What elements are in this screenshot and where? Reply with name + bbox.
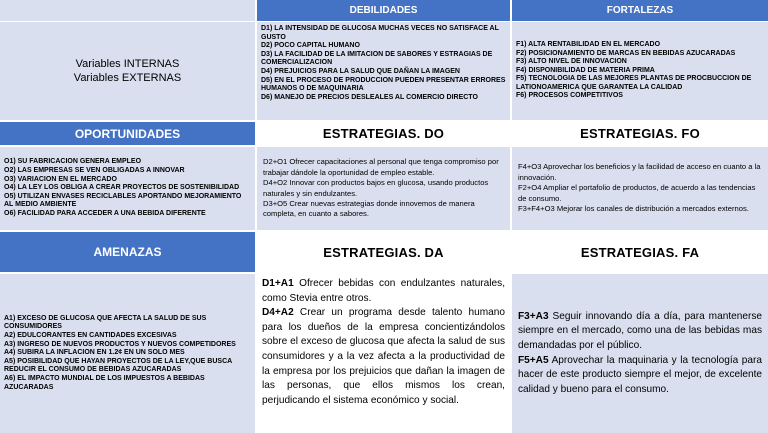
estrategia-da-item-text: Crear un programa desde talento humano para los dueños de la empresa concientizándolos sobre el exceso de glucosa que afecta la salud de sus consumidores y a la vez afecta a la productividad de la empresa por los prejuicios que dañan la imagen de las personas, que ellos mismos los crean, perjudicando el sistema económico y social.: [262, 307, 505, 406]
estrategia-do-item: D3+O5 Crear nuevas estrategias donde innovemos de manera completa, en cuanto a sabores.: [263, 198, 475, 219]
amenazas-list-cell: [0, 274, 255, 433]
estrategias-do-title: ESTRATEGIAS. DO: [257, 122, 510, 145]
estrategia-da-item-code: D4+A2: [262, 307, 294, 319]
debilidad-item: D1) LA INTENSIDAD DE GLUCOSA MUCHAS VECES NO SATISFACE AL GUSTO: [261, 25, 499, 41]
estrategias-da-list: [262, 277, 505, 408]
debilidad-item: D4) PREJUICIOS PARA LA SALUD QUE DAÑAN LA IMAGEN: [261, 67, 460, 75]
estrategias-da-cell: [257, 274, 510, 433]
amenaza-item: A6) EL IMPACTO MUNDIAL DE LOS IMPUESTOS A BEBIDAS AZUCARADAS: [4, 374, 205, 391]
estrategia-da-item: [262, 277, 505, 306]
estrategia-fa-item-code: F3+A3: [518, 310, 549, 322]
amenaza-item: A1) EXCESO DE GLUCOSA QUE AFECTA LA SALUD DE SUS CONSUMIDORES: [4, 314, 207, 331]
estrategia-fa-item-text: Aprovechar la maquinaria y la tecnología para hacer de este producto siempre el mejor, de excelente calidad y bueno para el consumo.: [518, 354, 762, 395]
estrategias-fo-list: [518, 162, 762, 214]
oportunidad-item: O1) SU FABRICACION GENERA EMPLEO: [4, 158, 142, 166]
oportunidad-item: O3) VARIACION EN EL MERCADO: [4, 175, 117, 183]
estrategias-do-cell: [257, 147, 510, 230]
oportunidades-list: [4, 158, 251, 218]
estrategia-fa-item: [518, 354, 762, 398]
debilidades-list: [261, 25, 506, 102]
debilidad-item: D6) MANEJO DE PRECIOS DESLEALES AL COMERCIO DIRECTO: [261, 93, 478, 101]
estrategias-fo-cell: [512, 147, 768, 230]
fortaleza-item: F2) POSICIONAMIENTO DE MARCAS EN BEBIDAS AZUCARADAS: [516, 49, 736, 57]
debilidad-item: D2) POCO CAPITAL HUMANO: [261, 42, 360, 50]
estrategia-do-item: D2+O1 Ofrecer capacitaciones al personal que tenga compromiso por trabajar dándole la oportunidad de empleo estable.: [263, 157, 499, 177]
amenaza-item: A3) INGRESO DE NUEVOS PRODUCTOS Y NUEVOS COMPETIDORES: [4, 340, 236, 348]
debilidades-list-cell: [257, 22, 510, 120]
fortaleza-item: F5) TECNOLOGIA DE LAS MEJORES PLANTAS DE PROCBUCCION DE LATIONOAMERICA QUE GARANTEA LA CALIDAD: [516, 75, 752, 91]
variables-cell: [0, 22, 255, 120]
estrategia-fo-item: F2+O4 Ampliar el portafolio de productos, de acuerdo a las tendencias de consumo.: [518, 183, 756, 203]
debilidades-header: DEBILIDADES: [257, 0, 510, 21]
oportunidad-item: O4) LA LEY LOS OBLIGA A CREAR PROYECTOS DE SOSTENIBILIDAD: [4, 184, 240, 192]
estrategia-da-item: [262, 306, 505, 408]
debilidad-item: D5) EN EL PROCESO DE PRODUCCION PUEDEN PRESENTAR ERRORES HUMANOS O DE MAQUINARIA: [261, 76, 506, 93]
estrategia-fa-item-code: F5+A5: [518, 354, 549, 366]
amenaza-item: A4) SUBIRA LA INFLACION EN 1.2¢ EN UN SOLO MES: [4, 349, 185, 357]
fortaleza-item: F1) ALTA RENTABILIDAD EN EL MERCADO: [516, 40, 661, 48]
amenaza-item: A5) POSIBILIDAD QUE HAYAN PROYECTOS DE LA LEY,QUE BUSCA REDUCIR EL CONSUMO DE BEBIDAS AZUCARADAS: [4, 357, 232, 374]
estrategia-da-item-code: D1+A1: [262, 278, 294, 289]
amenazas-header: AMENAZAS: [0, 232, 255, 272]
amenazas-list: [4, 315, 251, 392]
estrategia-do-item: D4+O2 Innovar con productos bajos en glucosa, usando productos naturales y sin endulzantes.: [263, 178, 489, 198]
fortalezas-list-cell: [512, 22, 768, 120]
oportunidades-list-cell: [0, 147, 255, 230]
estrategias-fa-title: ESTRATEGIAS. FA: [512, 232, 768, 272]
estrategias-da-title: ESTRATEGIAS. DA: [257, 232, 510, 272]
amenaza-item: A2) EDULCORANTES EN CANTIDADES EXCESIVAS: [4, 332, 177, 340]
fortaleza-item: F6) PROCESOS COMPETITIVOS: [516, 92, 623, 100]
estrategia-da-item-text: Ofrecer bebidas con endulzantes naturales, como Stevia entre otros.: [262, 278, 505, 304]
oportunidad-item: O5) UTILIZAN ENVASES RECICLABLES APORTANDO MEJORAMIENTO AL MEDIO AMBIENTE: [4, 192, 242, 209]
oportunidad-item: O2) LAS EMPRESAS SE VEN OBLIGADAS A INNOVAR: [4, 167, 185, 175]
estrategia-fa-item: [518, 310, 762, 354]
estrategia-fo-item: F3+F4+O3 Mejorar los canales de distribución a mercados externos.: [518, 204, 749, 214]
estrategias-do-list: [263, 157, 504, 219]
oportunidad-item: O6) FACILIDAD PARA ACCEDER A UNA BEBIDA DIFERENTE: [4, 209, 206, 217]
estrategias-fa-list: [518, 310, 762, 398]
fortaleza-item: F4) DISPONIBILIDAD DE MATERIA PRIMA: [516, 66, 655, 74]
variables-externas-label: Variables EXTERNAS: [73, 72, 182, 84]
estrategia-fa-item-text: Seguir innovando día a día, para mantenerse siempre en el mercado, como una de las bebidas mas demandadas por el público.: [518, 310, 762, 351]
estrategias-fo-title: ESTRATEGIAS. FO: [512, 122, 768, 145]
corner-blank-cell: [0, 0, 255, 21]
estrategia-fo-item: F4+O3 Aprovechar los beneficios y la facilidad de acceso en cuanto a la innovación.: [518, 162, 761, 182]
fortalezas-list: [516, 41, 764, 101]
estrategias-fa-cell: [512, 274, 768, 433]
variables-internas-label: Variables INTERNAS: [75, 58, 180, 70]
debilidad-item: D3) LA FACILIDAD DE LA IMITACION DE SABORES Y ESTRAGIAS DE COMERCIALIZACION: [261, 50, 493, 67]
fortaleza-item: F3) ALTO NIVEL DE INNOVACION: [516, 58, 627, 66]
oportunidades-header: OPORTUNIDADES: [0, 122, 255, 145]
fortalezas-header: FORTALEZAS: [512, 0, 768, 21]
